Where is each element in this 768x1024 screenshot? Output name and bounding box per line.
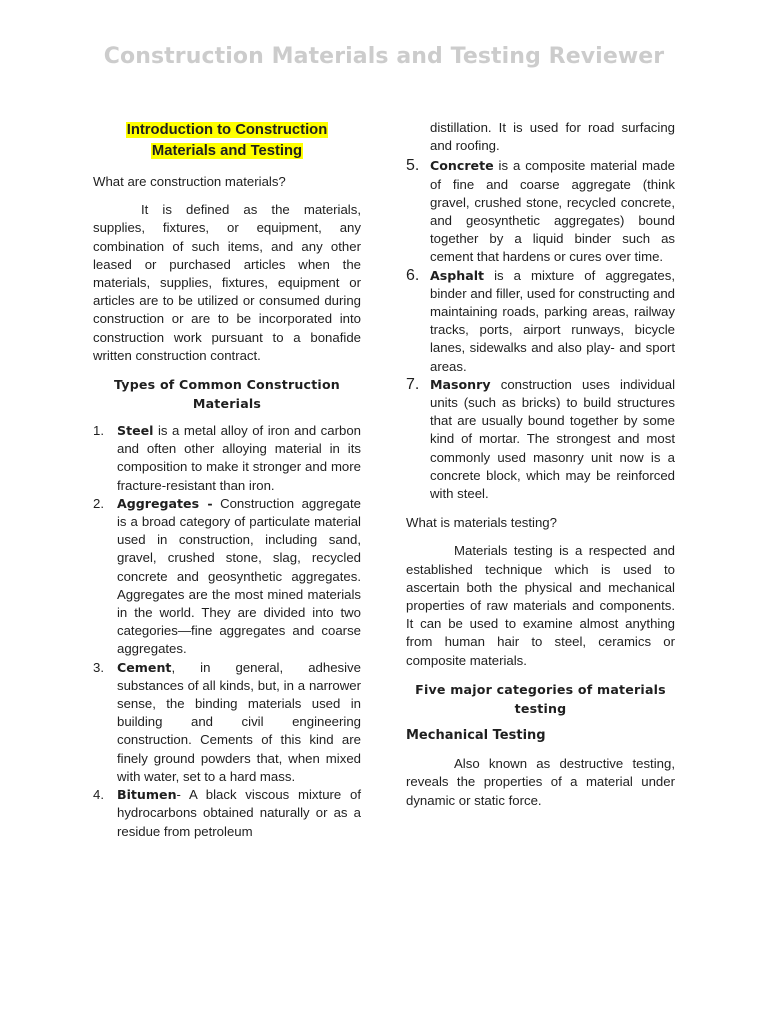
- intro-definition: It is defined as the materials, supplies, fixtures, or equipment, any combination of such items, and any other leased or purchased articles when the materials, supplies, fixtures, equipment or articles are to be utilized or consumed during construction or are to be incorporated into construction work pursuant to a bonafide written construction contract.: [93, 202, 361, 363]
- list-item-term: Steel: [117, 423, 154, 439]
- list-item-term: Aggregates -: [117, 495, 213, 511]
- list-item-text: is a metal alloy of iron and carbon and often other alloying material in its composition to make it stronger and more fracture-resistant than iron.: [117, 423, 361, 493]
- list-item-number: 4.: [93, 787, 104, 803]
- list-item: [93, 495, 361, 659]
- right-column: [406, 119, 675, 810]
- intro-heading-line1: Introduction to Construction: [126, 122, 328, 138]
- intro-heading-line2: Materials and Testing: [151, 143, 303, 159]
- list-item-continuation: [406, 119, 675, 155]
- list-item-number: 2.: [93, 495, 104, 511]
- list-item: [93, 786, 361, 841]
- mechanical-testing-title: Mechanical Testing: [406, 727, 546, 743]
- list-item-term: Cement: [117, 659, 172, 675]
- list-item-term: Asphalt: [430, 267, 485, 283]
- list-item: [406, 267, 675, 376]
- left-column: [93, 120, 361, 841]
- list-item-term: Concrete: [430, 158, 494, 174]
- types-heading: Types of Common Construction Materials: [114, 377, 340, 412]
- list-item-number: 7.: [406, 375, 420, 393]
- list-item-term: Bitumen: [117, 787, 177, 803]
- list-item-number: 6.: [406, 266, 420, 284]
- list-item: [406, 157, 675, 266]
- list-item-text: distillation. It is used for road surfacing and roofing.: [430, 120, 675, 154]
- list-item-text: construction uses individual units (such as bricks) to build structures that are usually bound together by some kind of mortar. The strongest and most commonly used masonry unit now is a concrete block, which may be reinforced with steel.: [430, 376, 675, 502]
- list-item-text: , in general, adhesive substances of all kinds, but, in a narrower sense, the binding materials used in building and civil engineering construction. Cements of this kind are finely ground powders that, when mixed with water, set to a hard mass.: [117, 659, 361, 784]
- list-item-text: Construction aggregate is a broad category of particulate material used in construction, including sand, gravel, crushed stone, slag, recycled concrete and geosynthetic aggregates. Aggregates are the most mined materials in the world. They are divided into two categories—fine aggregates and coarse aggregates.: [117, 495, 361, 657]
- list-item: [93, 422, 361, 495]
- list-item-number: 3.: [93, 659, 104, 675]
- list-item: [93, 659, 361, 786]
- intro-heading: [93, 120, 361, 162]
- mechanical-testing-text: Also known as destructive testing, reveals the properties of a material under dynamic or static force.: [406, 756, 675, 808]
- list-item-number: 5.: [406, 157, 420, 175]
- types-list-left: [93, 422, 361, 841]
- list-item-number: 1.: [93, 423, 104, 439]
- document-title-text: Construction Materials and Testing Reviewer: [103, 44, 665, 69]
- categories-heading: Five major categories of materials testing: [415, 681, 666, 716]
- testing-question: What is materials testing?: [406, 515, 557, 531]
- list-item-text: is a mixture of aggregates, binder and filler, used for constructing and maintaining roads, parking areas, railway tracks, ports, airport runways, bicycle lanes, sidewalks and also play- and sport areas.: [430, 267, 675, 374]
- document-title: [0, 42, 768, 71]
- testing-definition: Materials testing is a respected and established technique which is used to ascertain both the physical and mechanical properties of raw materials and components. It can be used to examine almost anything from human hair to steel, ceramics or composite materials.: [406, 543, 675, 668]
- list-item-text: is a composite material made of fine and coarse aggregate (think gravel, crushed stone, recycled concrete, and geosynthetic aggregates) bound together by a liquid binder such as cement that hardens or cures over time.: [430, 158, 675, 265]
- list-item-term: Masonry: [430, 376, 491, 392]
- list-item: [406, 376, 675, 503]
- intro-question: What are construction materials?: [93, 174, 286, 189]
- list-item-text: - A black viscous mixture of hydrocarbons obtained naturally or as a residue from petroleum: [117, 787, 361, 839]
